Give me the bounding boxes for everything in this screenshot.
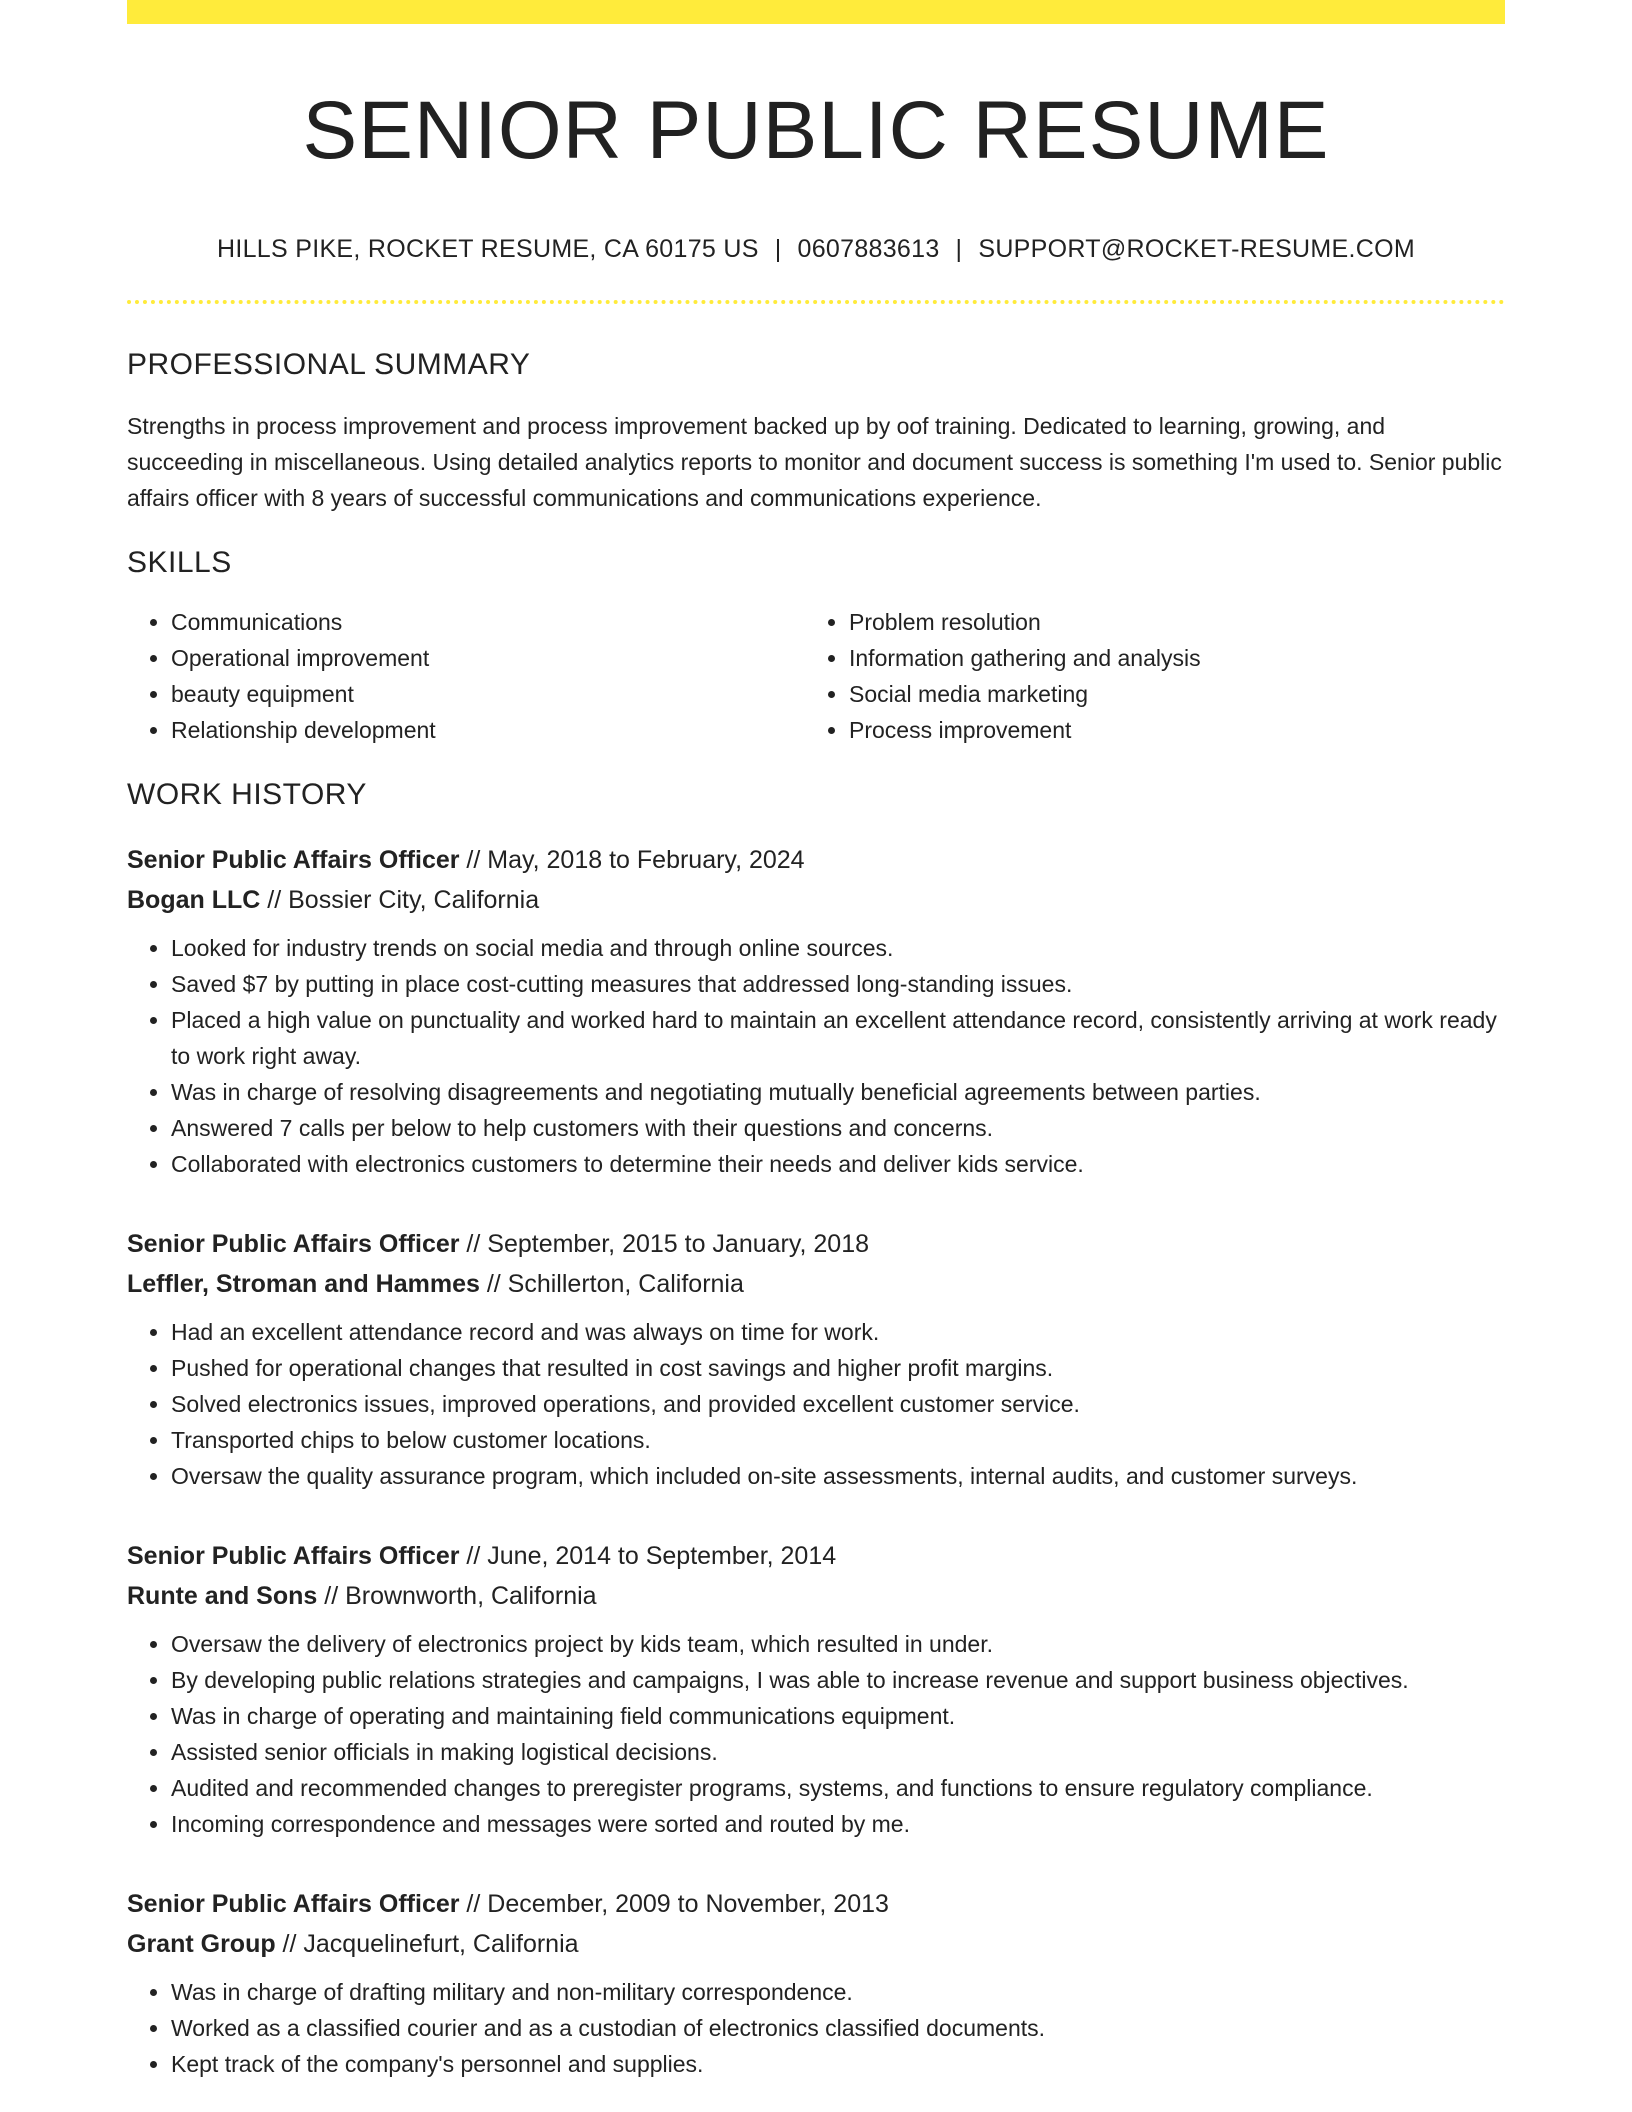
job-bullets — [127, 1314, 1505, 1494]
skill-item: • Problem resolution — [849, 604, 1483, 640]
job-bullet: • Solved electronics issues, improved operations, and provided excellent customer service. — [171, 1386, 1505, 1422]
job-bullet: • Saved $7 by putting in place cost-cutting measures that addressed long-standing issues. — [171, 966, 1505, 1002]
job-company-line — [127, 880, 1505, 920]
job-title: Senior Public Affairs Officer — [127, 846, 460, 875]
skills-grid — [127, 604, 1505, 748]
job-title-line — [127, 1884, 1505, 1924]
job-dates: // September, 2015 to January, 2018 — [459, 1230, 870, 1259]
job-bullets — [127, 930, 1505, 1182]
job-entry — [127, 1536, 1505, 1842]
job-bullet: • By developing public relations strategies and campaigns, I was able to increase revenue and support business objectives. — [171, 1662, 1505, 1698]
job-bullet: • Was in charge of drafting military and non-military correspondence. — [171, 1974, 1505, 2010]
contact-line — [127, 235, 1505, 264]
job-bullet: • Pushed for operational changes that resulted in cost savings and higher profit margins. — [171, 1350, 1505, 1386]
resume-page — [127, 0, 1505, 2082]
job-dates: // June, 2014 to September, 2014 — [459, 1542, 837, 1571]
job-bullet: • Audited and recommended changes to preregister programs, systems, and functions to ensure regulatory compliance. — [171, 1770, 1505, 1806]
job-bullets — [127, 1974, 1505, 2082]
job-company: Runte and Sons — [127, 1582, 318, 1611]
job-title-line — [127, 1224, 1505, 1264]
contact-address: HILLS PIKE, ROCKET RESUME, CA 60175 US — [217, 235, 759, 264]
job-bullet: • Answered 7 calls per below to help customers with their questions and concerns. — [171, 1110, 1505, 1146]
skill-item: • beauty equipment — [171, 676, 805, 712]
job-location: // Bossier City, California — [260, 886, 540, 915]
job-bullet: • Kept track of the company's personnel and supplies. — [171, 2046, 1505, 2082]
job-company: Grant Group — [127, 1930, 276, 1959]
job-bullet: • Was in charge of operating and maintaining field communications equipment. — [171, 1698, 1505, 1734]
skills-heading: SKILLS — [127, 546, 232, 580]
job-bullet: • Placed a high value on punctuality and worked hard to maintain an excellent attendance record, consistently arriving at work ready to work right away. — [171, 1002, 1505, 1074]
job-bullet: • Oversaw the delivery of electronics project by kids team, which resulted in under. — [171, 1626, 1505, 1662]
job-title-line — [127, 840, 1505, 880]
job-entry — [127, 840, 1505, 1182]
job-bullet: • Collaborated with electronics customers to determine their needs and deliver kids service. — [171, 1146, 1505, 1182]
job-company-line — [127, 1924, 1505, 1964]
summary-text: Strengths in process improvement and process improvement backed up by oof training. Dedicated to learning, growing, and succeeding in miscellaneous. Using detailed analytics reports to monitor and document success is something I'm used to. Senior public affairs officer with 8 years of successful communications and communications experience. — [127, 413, 1502, 512]
job-company-line — [127, 1576, 1505, 1616]
resume-title: SENIOR PUBLIC RESUME — [302, 85, 1330, 176]
job-bullets — [127, 1626, 1505, 1842]
job-title: Senior Public Affairs Officer — [127, 1230, 460, 1259]
job-location: // Jacquelinefurt, California — [275, 1930, 579, 1959]
work-history-heading: WORK HISTORY — [127, 778, 367, 812]
job-bullet: • Oversaw the quality assurance program, which included on-site assessments, internal audits, and customer surveys. — [171, 1458, 1505, 1494]
skills-column-left — [127, 604, 805, 748]
job-bullet: • Assisted senior officials in making logistical decisions. — [171, 1734, 1505, 1770]
skill-item: • Social media marketing — [849, 676, 1483, 712]
skill-item: • Communications — [171, 604, 805, 640]
skill-item: • Information gathering and analysis — [849, 640, 1483, 676]
job-title: Senior Public Affairs Officer — [127, 1890, 460, 1919]
job-location: // Brownworth, California — [317, 1582, 597, 1611]
skill-item: • Process improvement — [849, 712, 1483, 748]
job-bullet: • Had an excellent attendance record and was always on time for work. — [171, 1314, 1505, 1350]
job-bullet: • Worked as a classified courier and as a custodian of electronics classified documents. — [171, 2010, 1505, 2046]
job-entry — [127, 1884, 1505, 2082]
skills-column-right — [805, 604, 1483, 748]
job-bullet: • Was in charge of resolving disagreements and negotiating mutually beneficial agreements between parties. — [171, 1074, 1505, 1110]
contact-email[interactable]: SUPPORT@ROCKET-RESUME.COM — [978, 235, 1415, 264]
skill-item: • Operational improvement — [171, 640, 805, 676]
job-bullet: • Transported chips to below customer locations. — [171, 1422, 1505, 1458]
job-company: Bogan LLC — [127, 886, 261, 915]
skill-item: • Relationship development — [171, 712, 805, 748]
job-title-line — [127, 1536, 1505, 1576]
job-bullet: • Incoming correspondence and messages were sorted and routed by me. — [171, 1806, 1505, 1842]
job-entry — [127, 1224, 1505, 1494]
job-dates: // May, 2018 to February, 2024 — [459, 846, 805, 875]
job-company: Leffler, Stroman and Hammes — [127, 1270, 480, 1299]
job-dates: // December, 2009 to November, 2013 — [459, 1890, 889, 1919]
job-location: // Schillerton, California — [479, 1270, 744, 1299]
contact-phone[interactable]: 0607883613 — [797, 235, 940, 264]
contact-separator: | — [955, 235, 963, 264]
job-company-line — [127, 1264, 1505, 1304]
top-accent-bar — [127, 0, 1505, 24]
header-divider — [127, 300, 1505, 304]
summary-heading: PROFESSIONAL SUMMARY — [127, 348, 531, 382]
job-title: Senior Public Affairs Officer — [127, 1542, 460, 1571]
contact-separator: | — [774, 235, 782, 264]
job-bullet: • Looked for industry trends on social media and through online sources. — [171, 930, 1505, 966]
